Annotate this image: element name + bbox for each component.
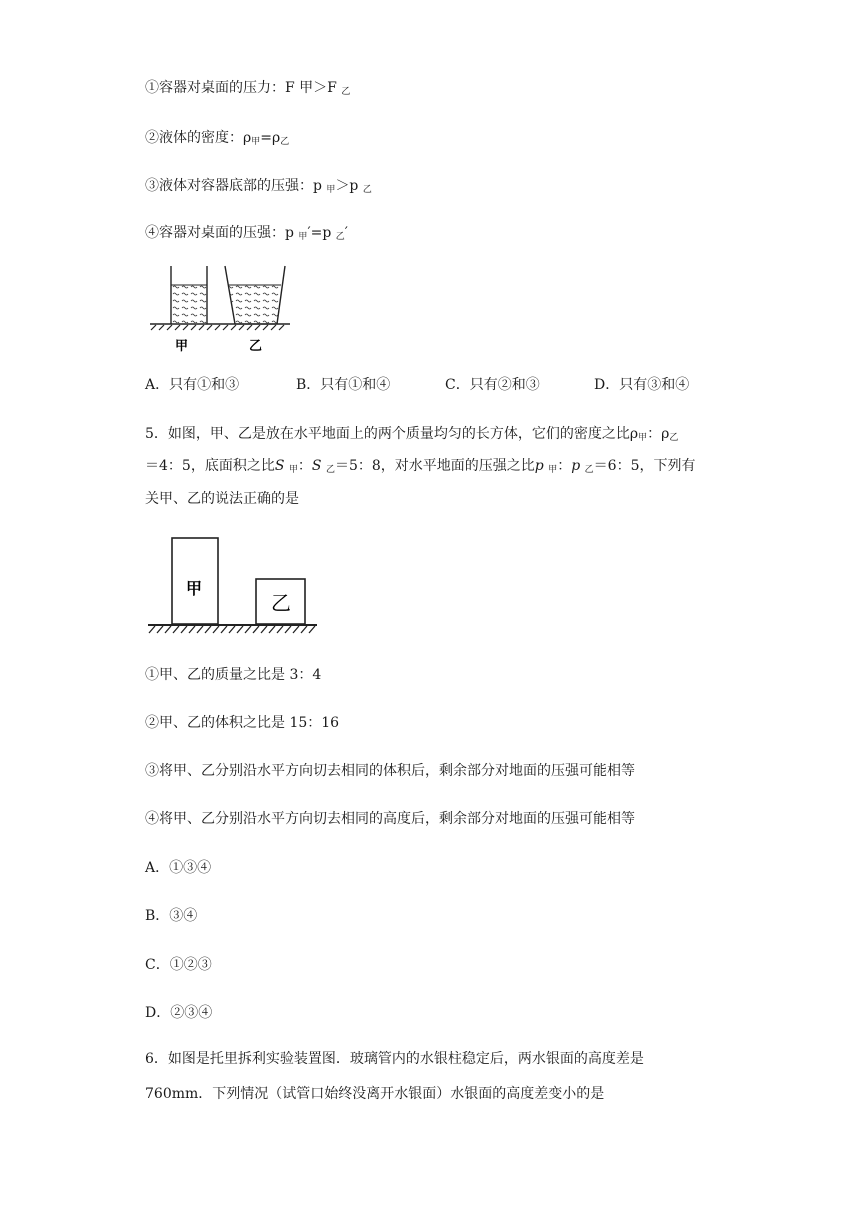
q4-s2-text: ②液体的密度：ρ xyxy=(145,130,252,146)
q5-l2-a: ＝4：5，底面积之比 xyxy=(145,458,275,474)
q4-option-c[interactable]: C．只有②和③ xyxy=(445,377,540,393)
q4-option-a[interactable]: A．只有①和③ xyxy=(145,377,240,393)
q5-option-b[interactable]: B．③④ xyxy=(145,908,198,924)
q4-s4-sub2: 乙 xyxy=(335,232,345,242)
q4-s4-post: ′ xyxy=(344,225,348,241)
q5-blocks-figure xyxy=(145,535,320,640)
q5-l2-sub2: 乙 xyxy=(325,465,335,475)
q4-option-d[interactable]: D．只有③和④ xyxy=(594,377,690,393)
q5-stem-line-3: 关甲、乙的说法正确的是 xyxy=(145,491,299,507)
q4-s3-sub1: 甲 xyxy=(326,185,336,195)
q4-s2-mid: =ρ xyxy=(260,130,281,146)
q5-l2-sub1: 甲 xyxy=(288,465,298,475)
q5-l2-S1: S xyxy=(274,458,285,474)
q4-figure-label-yi: 乙 xyxy=(249,339,263,354)
q5-l2-c: ＝5：8，对水平地面的压强之比 xyxy=(334,458,535,474)
q6-stem-line-2: 760mm．下列情况（试管口始终没离开水银面）水银面的高度差变小的是 xyxy=(145,1086,605,1102)
q5-statement-4: ④将甲、乙分别沿水平方向切去相同的高度后，剩余部分对地面的压强可能相等 xyxy=(145,811,635,827)
q5-l2-p1: p xyxy=(534,458,544,474)
q5-l2-d: ： xyxy=(557,458,572,474)
q6-stem-line-1: 6．如图是托里拆利实验装置图．玻璃管内的水银柱稳定后，两水银面的高度差是 xyxy=(145,1051,644,1067)
q4-statement-1 xyxy=(145,78,350,102)
q4-containers-figure xyxy=(145,262,295,357)
q4-statement-4 xyxy=(145,223,348,247)
q4-s3-mid: ＞p xyxy=(335,178,359,194)
q4-s2-sub2: 乙 xyxy=(280,137,290,147)
q4-s4-sub1: 甲 xyxy=(298,232,308,242)
q4-statement-3 xyxy=(145,176,372,200)
q5-option-d[interactable]: D．②③④ xyxy=(145,1005,213,1021)
q5-statement-1: ①甲、乙的质量之比是 3：4 xyxy=(145,667,322,683)
q4-option-b[interactable]: B．只有①和④ xyxy=(296,377,391,393)
q5-l2-sub3: 甲 xyxy=(548,465,558,475)
q4-statement-2 xyxy=(145,128,289,152)
q4-figure-label-jia: 甲 xyxy=(175,339,189,354)
q5-l1-sub2: 乙 xyxy=(669,433,679,443)
q5-l1-mid: ：ρ xyxy=(647,426,670,442)
q5-figure-label-yi: 乙 xyxy=(271,591,291,615)
q4-s3-text: ③液体对容器底部的压强：p xyxy=(145,178,322,194)
q5-stem-line-2 xyxy=(145,456,695,480)
q5-option-a[interactable]: A．①③④ xyxy=(145,860,212,876)
q5-l1-sub1: 甲 xyxy=(638,433,648,443)
q4-s4-mid: ′=p xyxy=(307,225,332,241)
q4-s4-text: ④容器对桌面的压强：p xyxy=(145,225,294,241)
q4-s3-sub2: 乙 xyxy=(362,185,372,195)
q5-l1-text: 5．如图，甲、乙是放在水平地面上的两个质量均匀的长方体，它们的密度之比ρ xyxy=(145,426,639,442)
q4-s1-sub: 乙 xyxy=(341,87,351,97)
q5-l2-p2: p xyxy=(571,458,581,474)
q5-l2-S2: S xyxy=(311,458,322,474)
q4-s1-text: ①容器对桌面的压力：F 甲＞F xyxy=(145,80,337,96)
q5-statement-3: ③将甲、乙分别沿水平方向切去相同的体积后，剩余部分对地面的压强可能相等 xyxy=(145,763,635,779)
q5-statement-2: ②甲、乙的体积之比是 15：16 xyxy=(145,715,340,731)
q5-l2-sub4: 乙 xyxy=(584,465,594,475)
q4-s2-sub1: 甲 xyxy=(251,137,261,147)
q5-l2-b: ： xyxy=(297,458,312,474)
q5-stem-line-1 xyxy=(145,424,678,448)
q5-option-c[interactable]: C．①②③ xyxy=(145,957,212,973)
q5-l2-e: ＝6：5，下列有 xyxy=(593,458,696,474)
q5-figure-label-jia: 甲 xyxy=(186,579,203,598)
q4-options xyxy=(145,374,745,394)
